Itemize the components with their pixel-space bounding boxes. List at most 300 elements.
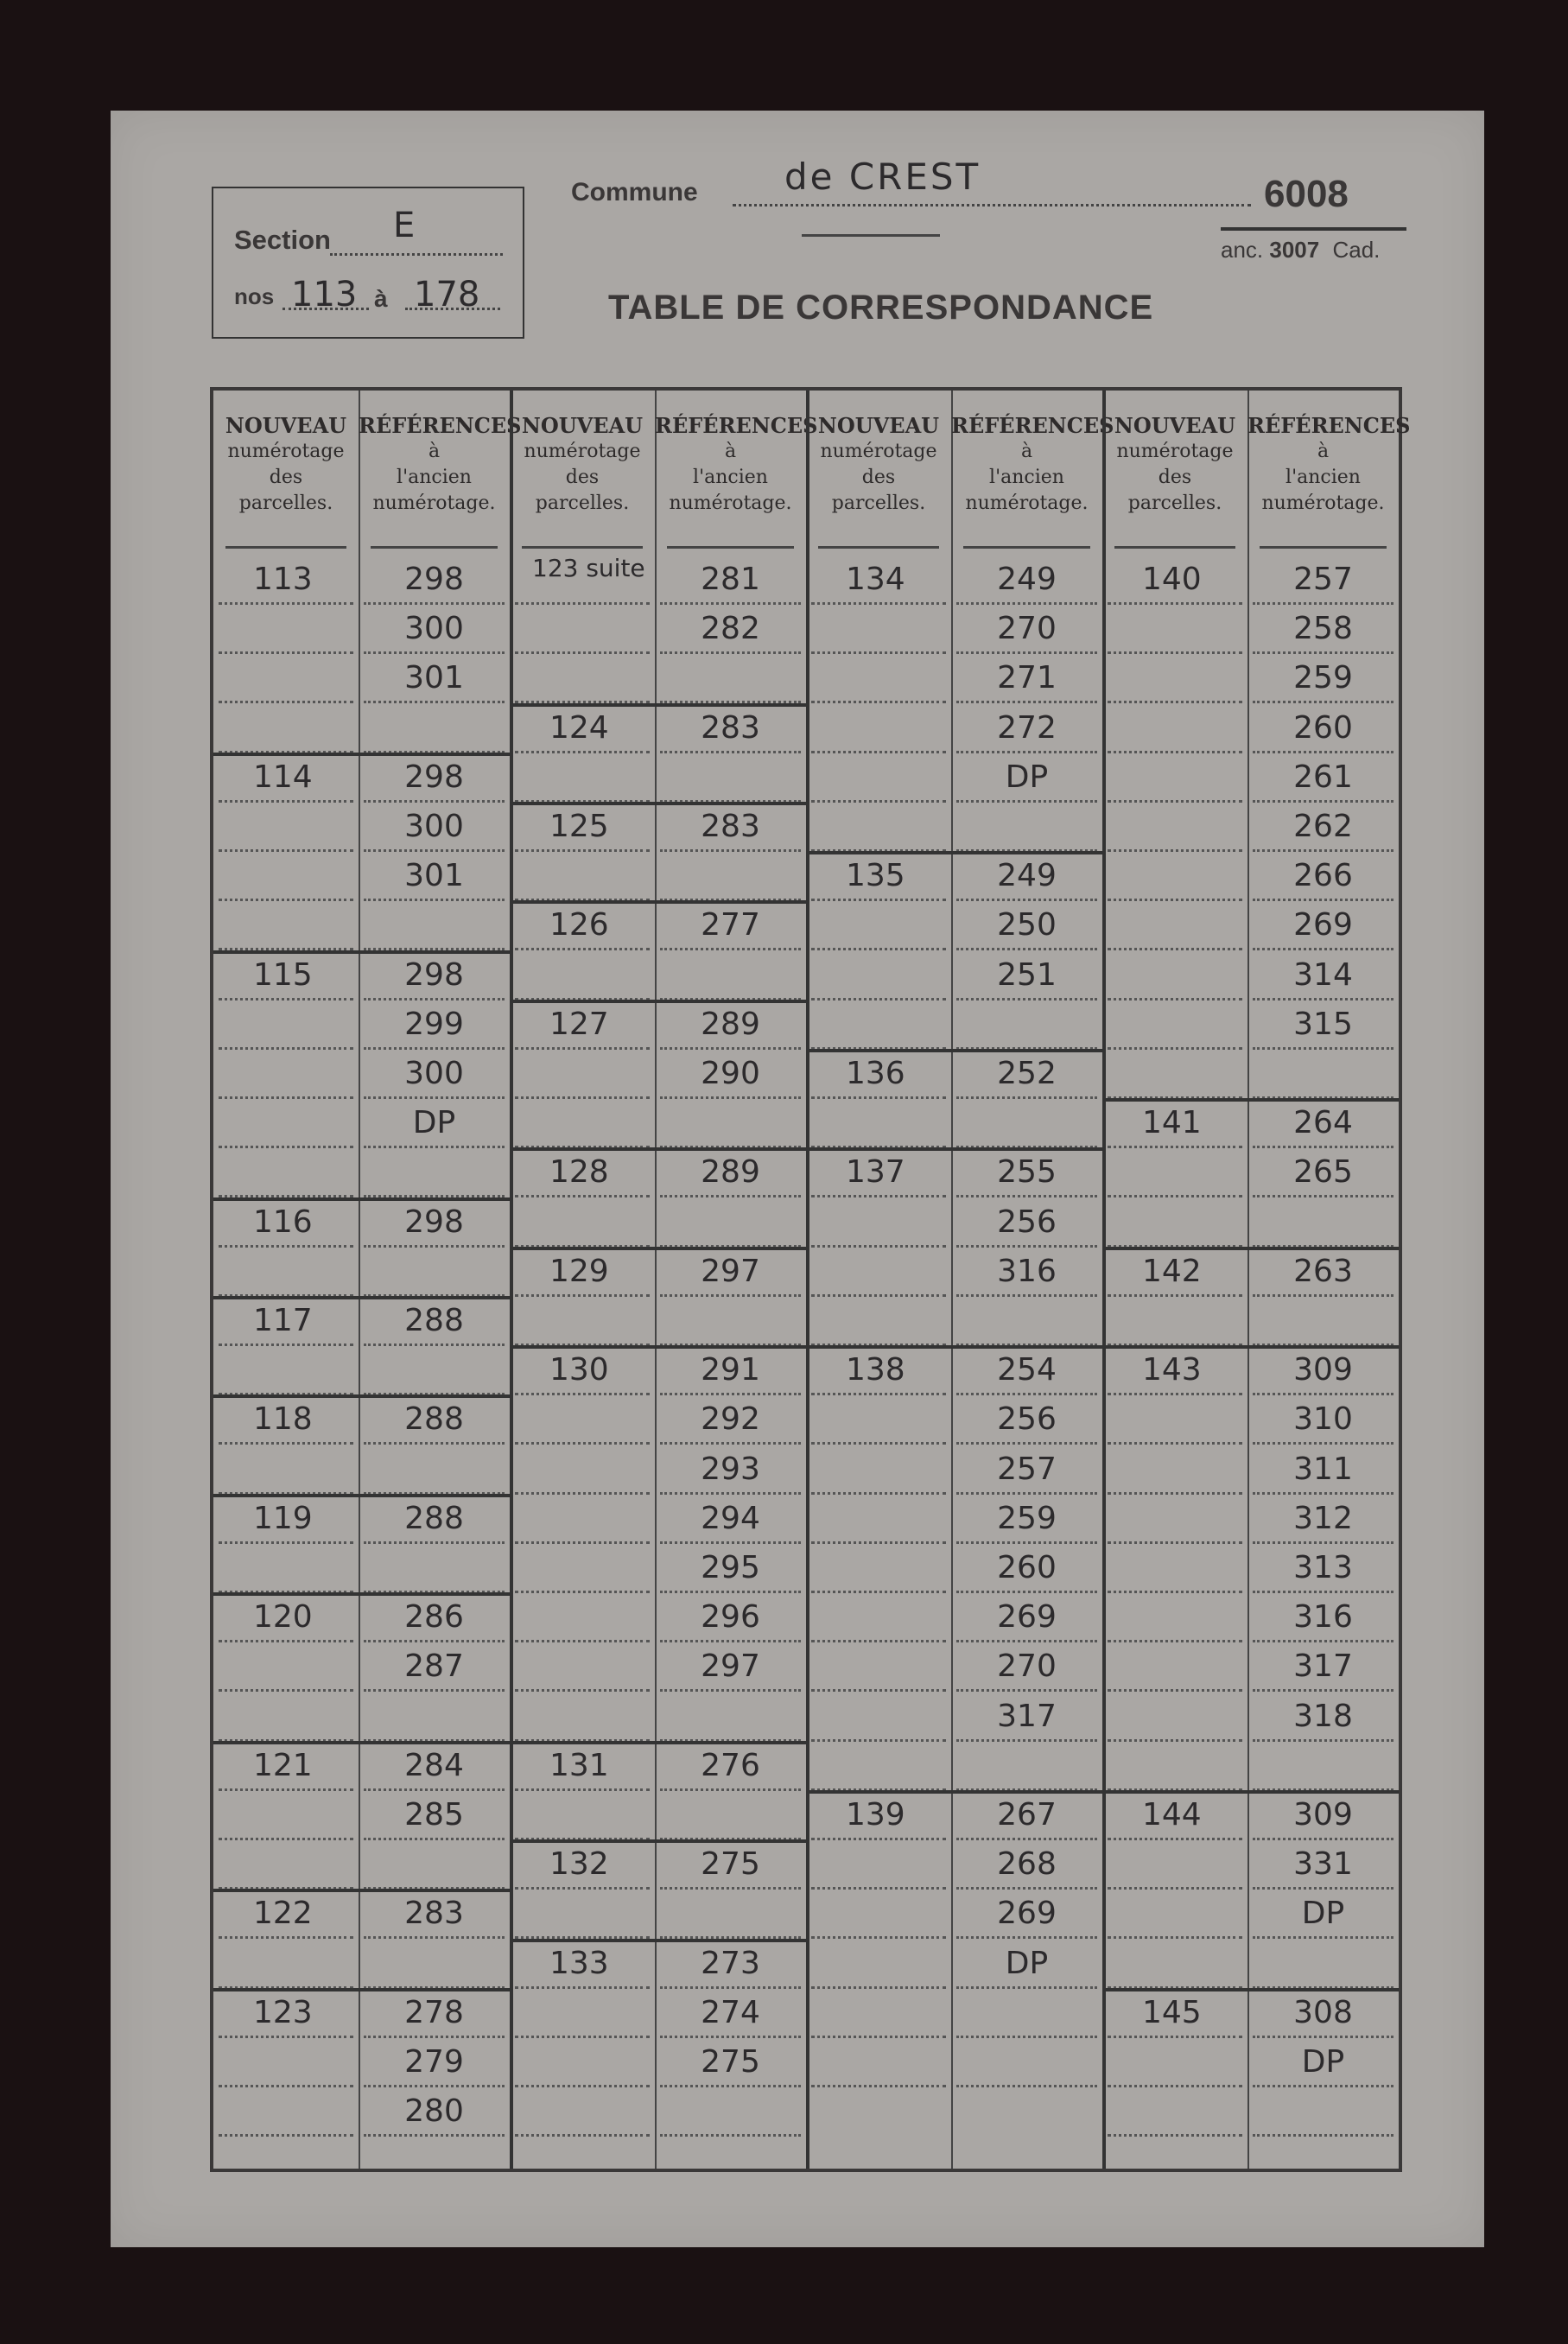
old-parcel-reference: 316 [1253, 1592, 1393, 1642]
new-parcel-number [219, 1939, 353, 1989]
header-nouveau [806, 413, 951, 517]
new-parcel-number [219, 1790, 353, 1840]
new-parcel-number [219, 802, 353, 852]
header-line: RÉFÉRENCES [655, 413, 818, 438]
old-parcel-reference: 260 [1253, 703, 1393, 753]
new-parcel-number [219, 703, 353, 753]
commune-dotline [733, 204, 1251, 206]
header-line: à [1020, 441, 1033, 462]
new-parcel-number: 132 [515, 1839, 650, 1890]
new-parcel-number [811, 1692, 946, 1742]
new-parcel-number [219, 851, 353, 901]
new-parcel-number [1108, 1197, 1242, 1248]
new-parcel-number [1108, 851, 1242, 901]
old-parcel-reference: 269 [1253, 900, 1393, 950]
new-parcel-number [1108, 1839, 1242, 1890]
old-parcel-reference: 298 [364, 1197, 505, 1248]
new-parcel-number [811, 1296, 946, 1346]
new-parcel-number: 136 [811, 1049, 946, 1099]
new-parcel-number [1108, 950, 1242, 1000]
old-parcel-reference: 266 [1253, 851, 1393, 901]
header-line: des [1158, 467, 1192, 488]
new-parcel-number [515, 1445, 650, 1495]
new-parcel-number: 140 [1108, 555, 1242, 605]
header-line: parcelles. [831, 492, 926, 514]
new-parcel-number [811, 900, 946, 950]
old-parcel-reference: 269 [956, 1889, 1097, 1939]
header-line: l'ancien [397, 467, 472, 488]
new-parcel-number [515, 604, 650, 654]
old-parcel-reference: 270 [956, 1642, 1097, 1692]
old-parcel-reference: 296 [660, 1592, 801, 1642]
old-parcel-reference: 272 [956, 703, 1097, 753]
new-parcel-number [219, 1692, 353, 1742]
new-parcel-number: 118 [219, 1394, 353, 1445]
old-parcel-reference: 312 [1253, 1494, 1393, 1544]
to-value: 178 [414, 275, 480, 314]
new-parcel-number [1108, 1445, 1242, 1495]
header-rule [1260, 546, 1387, 549]
old-parcel-reference: 251 [956, 950, 1097, 1000]
header-rule [371, 546, 498, 549]
header-line: numérotage [524, 441, 641, 462]
new-parcel-number [811, 802, 946, 852]
header-line: l'ancien [693, 467, 768, 488]
new-parcel-number: 127 [515, 1000, 650, 1050]
old-parcel-reference [660, 1098, 801, 1148]
old-parcel-reference: 289 [660, 1000, 801, 1050]
nos-label: nos [234, 283, 275, 309]
new-parcel-number [811, 1889, 946, 1939]
new-parcel-number [219, 900, 353, 950]
commune-value: de CREST [784, 156, 981, 198]
section-value: E [393, 206, 416, 245]
new-parcel-number: 143 [1108, 1345, 1242, 1395]
header-line: RÉFÉRENCES [1247, 413, 1411, 438]
old-parcel-reference [660, 851, 801, 901]
column-divider-line [1247, 391, 1249, 2169]
old-parcel-reference: 273 [660, 1939, 801, 1989]
header-line: NOUVEAU [1114, 413, 1236, 438]
new-parcel-number [811, 1592, 946, 1642]
old-parcel-reference: 254 [956, 1345, 1097, 1395]
new-parcel-number [515, 753, 650, 803]
header-line: NOUVEAU [225, 413, 347, 438]
new-parcel-number [811, 1098, 946, 1148]
header-line: numérotage. [965, 492, 1089, 514]
old-parcel-reference: 281 [660, 555, 801, 605]
new-parcel-number [811, 653, 946, 703]
old-parcel-reference [660, 2087, 801, 2137]
commune-label: Commune [571, 178, 698, 206]
header-rule [522, 546, 643, 549]
column-divider-line [655, 391, 657, 2169]
page-title: TABLE DE CORRESPONDANCE [608, 289, 1154, 327]
new-parcel-number [515, 1197, 650, 1248]
new-parcel-number: 130 [515, 1345, 650, 1395]
new-parcel-number [515, 2087, 650, 2137]
header-references [655, 413, 818, 517]
old-parcel-reference: 300 [364, 604, 505, 654]
new-parcel-number: 138 [811, 1345, 946, 1395]
old-parcel-reference: 294 [660, 1494, 801, 1544]
new-parcel-number [219, 653, 353, 703]
old-parcel-reference: DP [956, 1939, 1097, 1989]
old-parcel-reference [364, 1692, 505, 1742]
old-parcel-reference: 298 [364, 950, 505, 1000]
header-line: parcelles. [238, 492, 333, 514]
new-parcel-number [515, 1494, 650, 1544]
header-line: des [565, 467, 600, 488]
old-parcel-reference [364, 1247, 505, 1297]
old-parcel-reference [1253, 1939, 1393, 1989]
new-parcel-number [811, 950, 946, 1000]
old-parcel-reference: 288 [364, 1394, 505, 1445]
old-parcel-reference: 299 [364, 1000, 505, 1050]
header-line: numérotage. [372, 492, 496, 514]
old-parcel-reference: 269 [956, 1592, 1097, 1642]
old-parcel-reference [364, 703, 505, 753]
old-parcel-reference: 309 [1253, 1345, 1393, 1395]
old-parcel-reference: 259 [1253, 653, 1393, 703]
old-parcel-reference: 283 [660, 703, 801, 753]
old-parcel-reference [1253, 2087, 1393, 2137]
old-parcel-reference: 288 [364, 1494, 505, 1544]
old-parcel-reference: 297 [660, 1642, 801, 1692]
new-parcel-number [1108, 802, 1242, 852]
header-line: NOUVEAU [521, 413, 644, 438]
new-parcel-number [811, 1445, 946, 1495]
old-parcel-reference [1253, 1197, 1393, 1248]
new-parcel-number [219, 1445, 353, 1495]
old-parcel-reference: 255 [956, 1147, 1097, 1197]
new-parcel-number [219, 1543, 353, 1593]
old-parcel-reference: 280 [364, 2087, 505, 2137]
old-parcel-reference: 259 [956, 1494, 1097, 1544]
new-parcel-number [1108, 1296, 1242, 1346]
old-parcel-reference [660, 753, 801, 803]
old-parcel-reference: 291 [660, 1345, 801, 1395]
old-parcel-reference: 289 [660, 1147, 801, 1197]
header-line: numérotage. [1261, 492, 1385, 514]
new-parcel-number [219, 1147, 353, 1197]
old-parcel-reference: 261 [1253, 753, 1393, 803]
new-parcel-number [811, 1000, 946, 1050]
new-parcel-number [1108, 1494, 1242, 1544]
old-parcel-reference [956, 1000, 1097, 1050]
new-parcel-number [811, 1642, 946, 1692]
group-divider-line [510, 391, 513, 2169]
new-parcel-number: 131 [515, 1741, 650, 1791]
new-parcel-number [1108, 703, 1242, 753]
new-parcel-number: 116 [219, 1197, 353, 1248]
old-parcel-reference: 301 [364, 851, 505, 901]
old-parcel-reference: 295 [660, 1543, 801, 1593]
from-value: 113 [291, 275, 358, 314]
new-parcel-number [1108, 2037, 1242, 2087]
old-parcel-reference [956, 1741, 1097, 1791]
old-parcel-reference: 314 [1253, 950, 1393, 1000]
old-parcel-reference [1253, 1741, 1393, 1791]
new-parcel-number [811, 703, 946, 753]
new-parcel-number: 134 [811, 555, 946, 605]
old-parcel-reference [956, 802, 1097, 852]
new-parcel-number [515, 1692, 650, 1742]
new-parcel-number [811, 1988, 946, 2038]
old-parcel-reference: DP [1253, 2037, 1393, 2087]
old-parcel-reference: 264 [1253, 1098, 1393, 1148]
new-parcel-number [1108, 1592, 1242, 1642]
new-parcel-number [1108, 1889, 1242, 1939]
new-parcel-number [1108, 653, 1242, 703]
new-parcel-number [811, 2037, 946, 2087]
new-parcel-number [219, 1345, 353, 1395]
new-parcel-number [515, 1394, 650, 1445]
old-parcel-reference: 278 [364, 1988, 505, 2038]
old-parcel-reference: 258 [1253, 604, 1393, 654]
new-parcel-number: 137 [811, 1147, 946, 1197]
a-label: à [374, 285, 388, 312]
commune-underline [802, 234, 940, 237]
old-parcel-reference [364, 1147, 505, 1197]
old-parcel-reference [956, 1296, 1097, 1346]
new-parcel-number: 144 [1108, 1790, 1242, 1840]
new-parcel-number: 142 [1108, 1247, 1242, 1297]
new-parcel-number [1108, 900, 1242, 950]
old-parcel-reference [660, 1790, 801, 1840]
anc-label: anc. [1221, 237, 1264, 263]
new-parcel-number [1108, 1147, 1242, 1197]
new-parcel-number [219, 604, 353, 654]
header-line: l'ancien [989, 467, 1064, 488]
new-parcel-number [1108, 1049, 1242, 1099]
new-parcel-number [811, 1543, 946, 1593]
old-parcel-reference [956, 1988, 1097, 2038]
new-parcel-number [515, 1642, 650, 1692]
section-box [212, 187, 524, 339]
old-parcel-reference: 276 [660, 1741, 801, 1791]
header-line: RÉFÉRENCES [359, 413, 522, 438]
old-parcel-reference: 284 [364, 1741, 505, 1791]
new-parcel-number [515, 2037, 650, 2087]
number-rule [1221, 227, 1406, 231]
new-parcel-number: 126 [515, 900, 650, 950]
old-parcel-reference: 249 [956, 555, 1097, 605]
header-line: à [428, 441, 441, 462]
old-parcel-reference: 279 [364, 2037, 505, 2087]
header-nouveau [213, 413, 359, 517]
old-parcel-reference: 287 [364, 1642, 505, 1692]
new-parcel-number [515, 1296, 650, 1346]
old-parcel-reference: 315 [1253, 1000, 1393, 1050]
new-parcel-number [219, 1000, 353, 1050]
correspondence-table [210, 387, 1411, 2172]
new-parcel-number [515, 1098, 650, 1148]
column-divider-line [359, 391, 360, 2169]
old-parcel-reference: 277 [660, 900, 801, 950]
header-line: à [724, 441, 737, 462]
header-line: RÉFÉRENCES [951, 413, 1114, 438]
header-line: parcelles. [535, 492, 630, 514]
old-parcel-reference: 275 [660, 1839, 801, 1890]
new-parcel-number [811, 1197, 946, 1248]
anc-number: 3007 [1269, 237, 1320, 263]
old-parcel-reference: 292 [660, 1394, 801, 1445]
new-parcel-number [515, 1889, 650, 1939]
new-parcel-number [811, 1839, 946, 1890]
new-parcel-number [811, 1939, 946, 1989]
new-parcel-number: 113 [219, 555, 353, 605]
old-parcel-reference [1253, 1296, 1393, 1346]
new-parcel-number [219, 1839, 353, 1890]
old-parcel-reference: 316 [956, 1247, 1097, 1297]
old-parcel-reference [660, 1197, 801, 1248]
new-parcel-number [515, 851, 650, 901]
old-parcel-reference: 298 [364, 555, 505, 605]
old-parcel-reference [660, 950, 801, 1000]
new-parcel-number [515, 1790, 650, 1840]
old-parcel-reference: 268 [956, 1839, 1097, 1890]
header-rule [1114, 546, 1235, 549]
new-parcel-number [811, 1494, 946, 1544]
new-parcel-number [1108, 1543, 1242, 1593]
old-parcel-reference: 257 [956, 1445, 1097, 1495]
new-parcel-number: 119 [219, 1494, 353, 1544]
new-parcel-number [219, 2037, 353, 2087]
old-parcel-reference: 293 [660, 1445, 801, 1495]
new-parcel-number: 120 [219, 1592, 353, 1642]
new-parcel-number: 124 [515, 703, 650, 753]
header-line: des [269, 467, 303, 488]
old-parcel-reference: 270 [956, 604, 1097, 654]
old-parcel-reference: 267 [956, 1790, 1097, 1840]
old-parcel-reference: 285 [364, 1790, 505, 1840]
old-parcel-reference: 283 [364, 1889, 505, 1939]
group-divider-line [806, 391, 809, 2169]
new-parcel-number [1108, 1692, 1242, 1742]
new-parcel-number [1108, 1939, 1242, 1989]
new-parcel-number: 122 [219, 1889, 353, 1939]
header-rule [225, 546, 346, 549]
header-nouveau [510, 413, 655, 517]
new-parcel-number [1108, 1741, 1242, 1791]
old-parcel-reference: 262 [1253, 802, 1393, 852]
new-parcel-number [219, 1247, 353, 1297]
old-parcel-reference: 271 [956, 653, 1097, 703]
header-line: des [861, 467, 896, 488]
old-parcel-reference: 249 [956, 851, 1097, 901]
new-parcel-number: 145 [1108, 1988, 1242, 2038]
group-divider-line [1102, 391, 1106, 2169]
header-line: numérotage. [669, 492, 792, 514]
new-parcel-number [811, 753, 946, 803]
old-parcel-reference: 263 [1253, 1247, 1393, 1297]
new-parcel-number [1108, 1000, 1242, 1050]
old-parcel-reference: 297 [660, 1247, 801, 1297]
old-parcel-reference [660, 1889, 801, 1939]
old-parcel-reference: 300 [364, 1049, 505, 1099]
new-parcel-number [219, 1098, 353, 1148]
old-parcel-reference: 290 [660, 1049, 801, 1099]
new-parcel-number [1108, 2087, 1242, 2137]
old-parcel-reference: 298 [364, 753, 505, 803]
new-parcel-number [811, 1247, 946, 1297]
old-parcel-reference: 311 [1253, 1445, 1393, 1495]
new-parcel-number: 123 suite [515, 555, 650, 605]
old-parcel-reference: 313 [1253, 1543, 1393, 1593]
old-parcel-reference [660, 1692, 801, 1742]
new-parcel-number [219, 2087, 353, 2137]
new-parcel-number [811, 604, 946, 654]
new-parcel-number [515, 1988, 650, 2038]
document-card [111, 111, 1484, 2247]
old-parcel-reference [660, 1296, 801, 1346]
old-parcel-reference [956, 2037, 1097, 2087]
old-parcel-reference [1253, 1049, 1393, 1099]
new-parcel-number [515, 1543, 650, 1593]
new-parcel-number: 141 [1108, 1098, 1242, 1148]
old-parcel-reference: 309 [1253, 1790, 1393, 1840]
column-divider-line [951, 391, 953, 2169]
old-parcel-reference: DP [956, 753, 1097, 803]
old-parcel-reference: 250 [956, 900, 1097, 950]
new-parcel-number: 117 [219, 1296, 353, 1346]
header-line: numérotage [227, 441, 345, 462]
header-line: numérotage [820, 441, 937, 462]
old-parcel-reference: 282 [660, 604, 801, 654]
new-parcel-number: 135 [811, 851, 946, 901]
header-line: numérotage [1116, 441, 1234, 462]
header-line: l'ancien [1286, 467, 1361, 488]
old-parcel-reference: 252 [956, 1049, 1097, 1099]
old-parcel-reference: 257 [1253, 555, 1393, 605]
header-references [951, 413, 1114, 517]
old-parcel-reference: 260 [956, 1543, 1097, 1593]
old-parcel-reference [956, 1098, 1097, 1148]
old-parcel-reference: 308 [1253, 1988, 1393, 2038]
cad-label: Cad. [1332, 237, 1381, 263]
old-parcel-reference: 256 [956, 1197, 1097, 1248]
new-parcel-number [515, 653, 650, 703]
old-parcel-reference: DP [1253, 1889, 1393, 1939]
old-parcel-reference [364, 1445, 505, 1495]
old-parcel-reference: 256 [956, 1394, 1097, 1445]
header-references [359, 413, 522, 517]
old-parcel-reference: 300 [364, 802, 505, 852]
new-parcel-number: 139 [811, 1790, 946, 1840]
old-parcel-reference: 283 [660, 802, 801, 852]
new-parcel-number: 115 [219, 950, 353, 1000]
old-parcel-reference [364, 1939, 505, 1989]
header-rule [963, 546, 1090, 549]
header-rule [818, 546, 939, 549]
new-parcel-number [1108, 753, 1242, 803]
header-references [1247, 413, 1411, 517]
new-parcel-number: 114 [219, 753, 353, 803]
header-line: à [1317, 441, 1330, 462]
new-parcel-number [811, 1741, 946, 1791]
old-parcel-reference: 317 [1253, 1642, 1393, 1692]
new-parcel-number: 121 [219, 1741, 353, 1791]
old-parcel-reference: 288 [364, 1296, 505, 1346]
new-parcel-number: 129 [515, 1247, 650, 1297]
new-parcel-number [219, 1049, 353, 1099]
old-parcel-reference: 275 [660, 2037, 801, 2087]
new-parcel-number: 128 [515, 1147, 650, 1197]
old-parcel-reference [364, 900, 505, 950]
new-parcel-number [1108, 1642, 1242, 1692]
new-parcel-number [515, 1049, 650, 1099]
